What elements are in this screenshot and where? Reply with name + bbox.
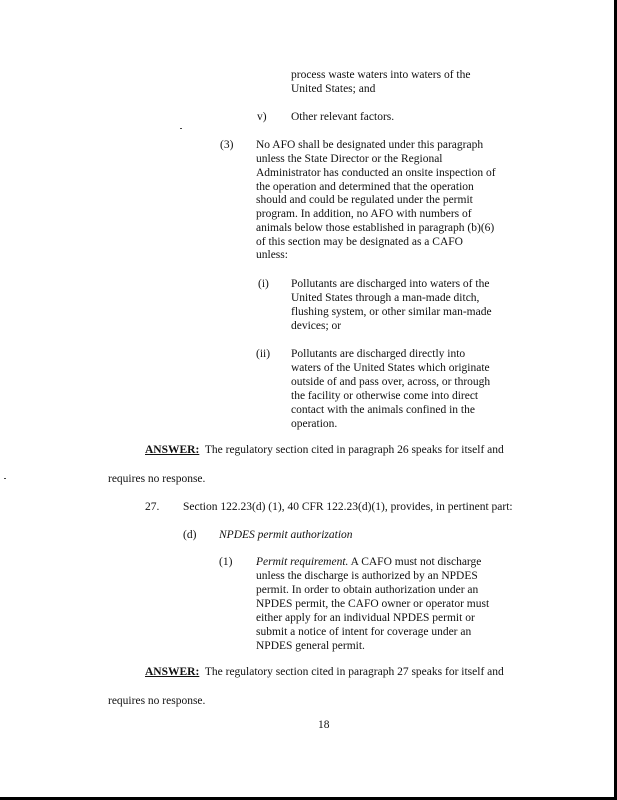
- sub-1-line: either apply for an individual NPDES permit or: [256, 612, 475, 624]
- answer-label: ANSWER:: [145, 444, 200, 456]
- scan-speck: [4, 478, 6, 479]
- sub-1-line: NPDES general permit.: [256, 640, 365, 652]
- item-ii-line: contact with the animals confined in the: [291, 404, 475, 416]
- item-ii-line: operation.: [291, 418, 338, 430]
- para-3-line: animals below those established in paragraph (b)(6): [256, 222, 495, 234]
- sub-1-first-line: [256, 556, 481, 570]
- para-3-line: of this section may be designated as a CAFO: [256, 236, 463, 248]
- sub-1-line: unless the discharge is authorized by an NPDES: [256, 570, 478, 582]
- sub-1-line: NPDES permit, the CAFO owner or operator must: [256, 598, 490, 610]
- item-i-line: Pollutants are discharged into waters of the: [291, 278, 490, 290]
- item-i-line: devices; or: [291, 320, 342, 332]
- answer-1-line-2: requires no response.: [108, 473, 206, 485]
- answer-1-line-1: [145, 444, 504, 458]
- continuation-line-2: United States; and: [291, 83, 376, 95]
- item-i-line: United States through a man-made ditch,: [291, 292, 480, 304]
- para-27-number: 27.: [145, 501, 160, 513]
- subsection-d-marker: (d): [183, 529, 197, 541]
- answer-1-text: The regulatory section cited in paragraph 26 speaks for itself and: [204, 444, 504, 456]
- para-3-line: No AFO shall be designated under this paragraph: [256, 139, 484, 151]
- item-ii-line: outside of and pass over, across, or through: [291, 376, 491, 388]
- answer-2-line-1: [145, 666, 504, 680]
- answer-label: ANSWER:: [145, 666, 200, 678]
- para-3-line: unless:: [256, 249, 288, 261]
- item-v-marker: v): [257, 111, 267, 123]
- item-ii-marker: (ii): [256, 348, 271, 360]
- item-ii-line: the facility or otherwise come into direct: [291, 390, 479, 402]
- continuation-line-1: process waste waters into waters of the: [291, 69, 471, 81]
- sub-1-marker: (1): [219, 556, 233, 568]
- page-number: 18: [318, 719, 330, 731]
- item-v-text: Other relevant factors.: [291, 111, 395, 123]
- answer-2-text: The regulatory section cited in paragraph 27 speaks for itself and: [204, 666, 504, 678]
- item-ii-line: waters of the United States which originate: [291, 362, 490, 374]
- item-i-marker: (i): [258, 278, 269, 290]
- subsection-d-heading: NPDES permit authorization: [219, 529, 353, 541]
- para-3-line: should and could be regulated under the permit: [256, 194, 473, 206]
- sub-1-line: permit. In order to obtain authorization under an: [256, 584, 479, 596]
- item-ii-line: Pollutants are discharged directly into: [291, 348, 466, 360]
- item-i-line: flushing system, or other similar man-made: [291, 306, 492, 318]
- para-3-line: unless the State Director or the Regional: [256, 153, 443, 165]
- para-3-line: the operation and determined that the operation: [256, 181, 474, 193]
- sub-1-first-rest: A CAFO must not discharge: [348, 556, 482, 568]
- answer-2-line-2: requires no response.: [108, 695, 206, 707]
- para-3-line: program. In addition, no AFO with numbers of: [256, 208, 472, 220]
- para-27-text: Section 122.23(d) (1), 40 CFR 122.23(d)(1), provides, in pertinent part:: [183, 501, 513, 513]
- scan-speck: [180, 128, 182, 129]
- sub-1-line: submit a notice of intent for coverage under an: [256, 626, 472, 638]
- para-3-line: Administrator has conducted an onsite inspection of: [256, 167, 496, 179]
- sub-1-title: Permit requirement.: [256, 556, 349, 568]
- para-3-marker: (3): [220, 139, 234, 151]
